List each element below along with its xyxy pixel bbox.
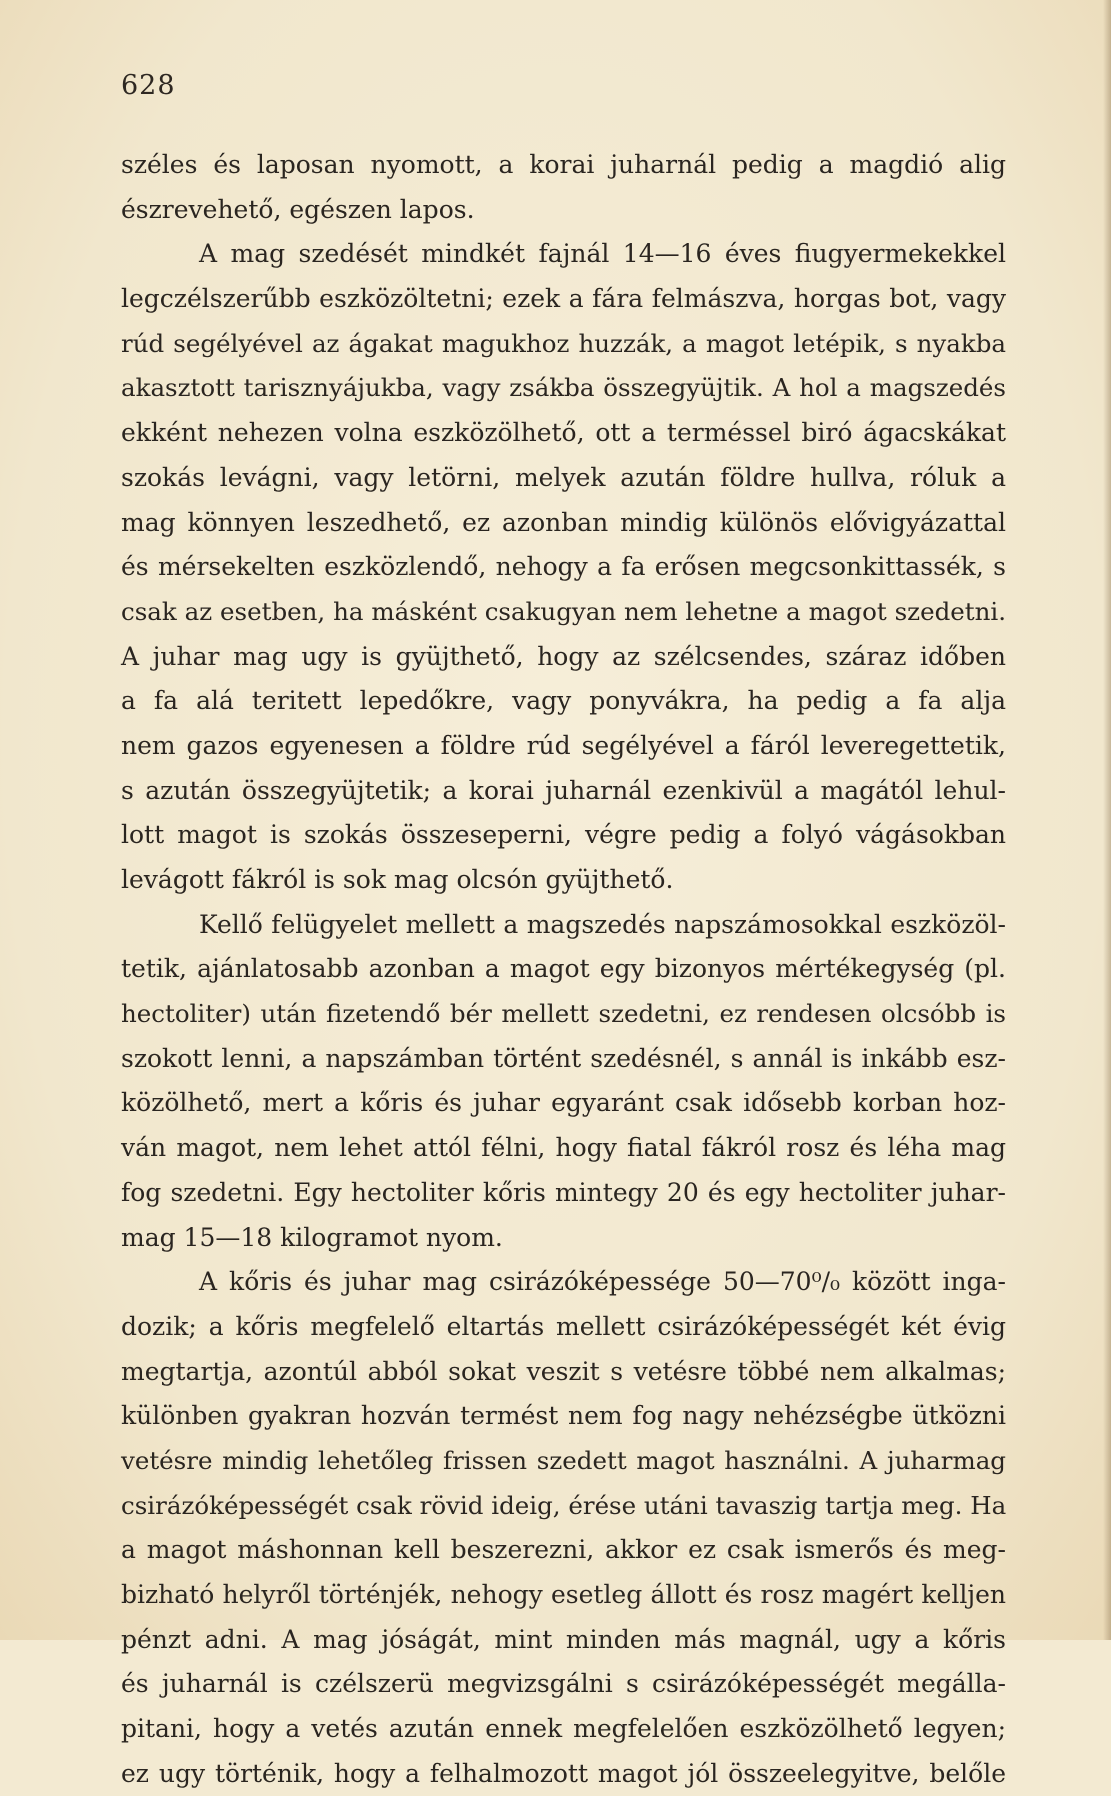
text-line: s azután összegyüjtetik; a korai juharnál ezenkivül a magától lehul-: [121, 775, 1006, 805]
text-line: legczélszerűbb eszközöltetni; ezek a fára felmászva, horgas bot, vagy: [121, 284, 1006, 314]
text-line: ez ugy történik, hogy a felhalmozott magot jól összeelegyitve, belőle: [121, 1758, 1006, 1788]
text-line: A mag szedését mindkét fajnál 14—16 éves fiugyermekekkel: [199, 239, 1006, 269]
text-line: ekként nehezen volna eszközölhető, ott a terméssel biró ágacskákat: [121, 418, 1006, 448]
page-edge-shadow: [1103, 0, 1111, 1640]
text-line: bizható helyről történjék, nehogy esetleg állott és rosz magért kelljen: [121, 1580, 1006, 1609]
text-line: Kellő felügyelet mellett a magszedés napszámosokkal eszközöl-: [199, 909, 1006, 939]
text-line: pitani, hogy a vetés azután ennek megfelelően eszközölhető legyen;: [121, 1714, 1006, 1744]
text-line: fog szedetni. Egy hectoliter kőris mintegy 20 és egy hectoliter juhar-: [121, 1177, 1006, 1207]
text-line: széles és laposan nyomott, a korai juharnál pedig a magdió alig: [121, 150, 1006, 179]
text-line: A kőris és juhar mag csirázóképessége 50—70⁰/₀ között inga-: [199, 1267, 1006, 1297]
text-line: nem gazos egyenesen a földre rúd segélyével a fáról leveregettetik,: [121, 730, 1006, 760]
text-line: a fa alá teritett lepedőkre, vagy ponyvákra, ha pedig a fa alja: [121, 686, 1006, 716]
text-line: csak az esetben, ha másként csakugyan nem lehetne a magot szedetni.: [121, 596, 1006, 626]
text-line: szokás levágni, vagy letörni, melyek azután földre hullva, róluk a: [121, 462, 1006, 492]
text-line: mag könnyen leszedhető, ez azonban mindig különös elővigyázattal: [121, 507, 1006, 537]
text-line: és mérsekelten eszközlendő, nehogy a fa erősen megcsonkittassék, s: [121, 552, 1006, 582]
text-line: csirázóképességét csak rövid ideig, érése utáni tavaszig tartja meg. Ha: [121, 1490, 1007, 1520]
text-line: vetésre mindig lehetőleg frissen szedett magot használni. A juharmag: [121, 1445, 1006, 1475]
text-line: szokott lenni, a napszámban történt szedésnél, s annál is inkább esz-: [121, 1043, 1006, 1073]
text-line: dozik; a kőris megfelelő eltartás mellett csirázóképességét két évig: [121, 1311, 1006, 1341]
text-line: rúd segélyével az ágakat magukhoz huzzák, a magot letépik, s nyakba: [121, 328, 1006, 358]
text-line: különben gyakran hozván termést nem fog nagy nehézségbe ütközni: [121, 1401, 1006, 1431]
text-line: A juhar mag ugy is gyüjthető, hogy az szélcsendes, száraz időben: [121, 641, 1006, 671]
text-line: a magot máshonnan kell beszerezni, akkor ez csak ismerős és meg-: [121, 1535, 1006, 1565]
text-line: ván magot, nem lehet attól félni, hogy fiatal fákról rosz és léha mag: [121, 1133, 1006, 1163]
text-line: tetik, ajánlatosabb azonban a magot egy bizonyos mértékegység (pl.: [121, 954, 1006, 984]
text-line: és juharnál is czélszerü megvizsgálni s csirázóképességét megálla-: [121, 1669, 1006, 1699]
text-line: lott magot is szokás összeseperni, végre pedig a folyó vágásokban: [121, 820, 1006, 850]
text-line: megtartja, azontúl abból sokat veszit s vetésre többé nem alkalmas;: [121, 1356, 1006, 1386]
text-line: hectoliter) után fizetendő bér mellett szedetni, ez rendesen olcsóbb is: [121, 999, 1006, 1029]
text-line: mag 15—18 kilogramot nyom.: [121, 1222, 503, 1252]
page-number: 628: [121, 70, 176, 101]
text-line: pénzt adni. A mag jóságát, mint minden más magnál, ugy a kőris: [121, 1624, 1006, 1654]
body-text: [121, 143, 1006, 1796]
text-line: levágott fákról is sok mag olcsón gyüjthető.: [121, 865, 674, 894]
text-line: akasztott tarisznyájukba, vagy zsákba összegyüjtik. A hol a magszedés: [121, 373, 1006, 403]
text-line: közölhető, mert a kőris és juhar egyaránt csak idősebb korban hoz-: [121, 1088, 1006, 1118]
text-line: észrevehető, egészen lapos.: [121, 194, 475, 224]
